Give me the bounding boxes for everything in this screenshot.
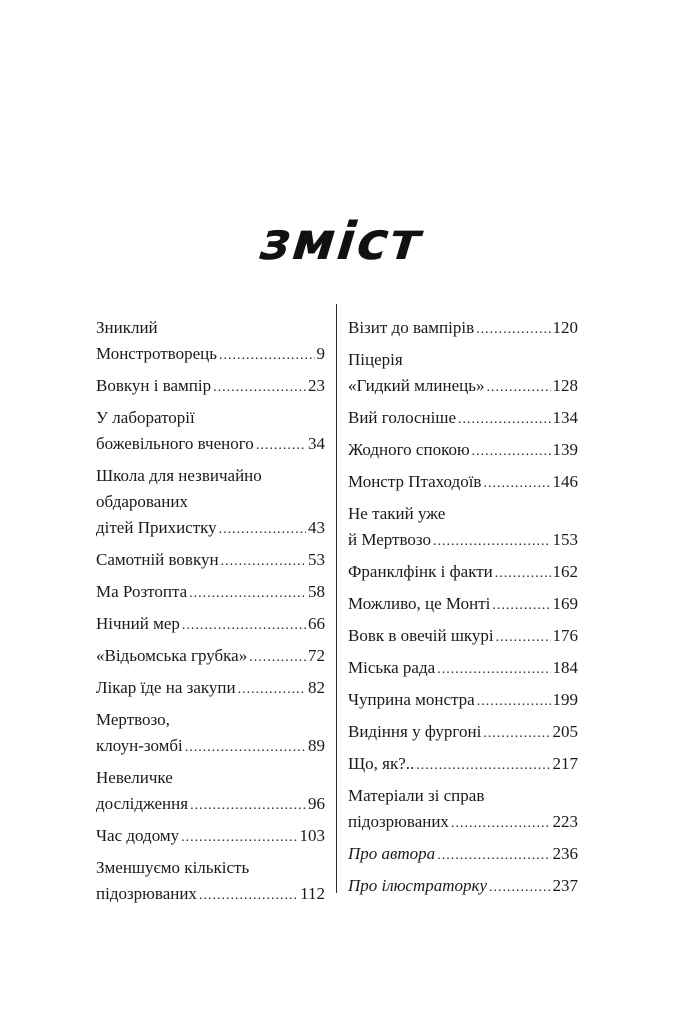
toc-entry-title-line: Мертвозо, <box>96 710 170 729</box>
toc-entry <box>96 643 325 671</box>
toc-entry-row <box>96 579 325 607</box>
toc-page-number: 146 <box>552 472 578 491</box>
toc-page-number: 120 <box>552 318 578 337</box>
toc-page-number: 236 <box>552 844 578 863</box>
toc-entry <box>348 751 578 779</box>
toc-page-number: 82 <box>308 678 325 697</box>
toc-entry-title-line: Візит до вампірів <box>348 318 475 337</box>
toc-page-number: 66 <box>308 614 325 633</box>
toc-entry-title-line: Жодного спокою <box>348 440 470 459</box>
dot-leader <box>189 581 306 607</box>
toc-entry-title-line: Монстр Птаходоїв <box>348 472 482 491</box>
toc-entry <box>348 501 578 555</box>
toc-entry-title-line: Не такий уже <box>348 504 446 523</box>
dot-leader <box>221 549 306 575</box>
toc-entry <box>348 873 578 901</box>
column-divider <box>336 304 337 893</box>
toc-entry-row <box>96 823 325 851</box>
toc-entry <box>348 437 578 465</box>
toc-entry <box>96 463 325 543</box>
dot-leader <box>182 613 306 639</box>
toc-page-number: 9 <box>316 344 325 363</box>
toc-entry-row <box>348 527 578 555</box>
dot-leader <box>437 657 550 683</box>
toc-entry-title-line: «Гидкий млинець» <box>348 376 485 395</box>
toc-entry-row <box>348 469 578 497</box>
toc-entry-row <box>348 873 578 901</box>
toc-entry-title-line: Вовкун і вампір <box>96 376 212 395</box>
toc-entry-title-line: Час додому <box>96 826 180 845</box>
toc-entry-row <box>96 515 325 543</box>
dot-leader <box>495 561 551 587</box>
toc-entry-title-line: Про ілюстраторку <box>348 876 488 895</box>
dot-leader <box>437 843 550 869</box>
toc-entry-title-line: Про автора <box>348 844 436 863</box>
toc-entry-title-line: У лабораторії <box>96 408 195 427</box>
toc-entry-row <box>348 315 578 343</box>
toc-page-number: 89 <box>308 736 325 755</box>
dot-leader <box>249 645 306 671</box>
toc-entry-row <box>348 437 578 465</box>
toc-entry <box>348 315 578 343</box>
dot-leader <box>483 471 550 497</box>
toc-page-number: 134 <box>552 408 578 427</box>
dot-leader <box>185 735 306 761</box>
toc-page-number: 237 <box>552 876 578 895</box>
toc-page-number: 205 <box>552 722 578 741</box>
dot-leader <box>219 343 315 369</box>
toc-entry <box>348 623 578 651</box>
toc-entry <box>96 855 325 909</box>
toc-page-number: 176 <box>552 626 578 645</box>
toc-entry <box>348 783 578 837</box>
toc-entry-title-line: Чуприна монстра <box>348 690 475 709</box>
toc-entry-row <box>348 591 578 619</box>
toc-entry-title-line: Школа для незвичайно <box>96 466 262 485</box>
toc-page-number: 34 <box>308 434 325 453</box>
dot-leader <box>486 375 550 401</box>
toc-entry-title-line: Піцерія <box>348 350 403 369</box>
toc-entry-title-line: Нічний мер <box>96 614 180 633</box>
toc-right-column <box>348 315 578 905</box>
dot-leader <box>238 677 306 703</box>
toc-entry-title-line: дослідження <box>96 794 189 813</box>
toc-entry <box>348 469 578 497</box>
toc-entry-row <box>348 623 578 651</box>
toc-entry-title-line: Вовк в овечій шкурі <box>348 626 494 645</box>
toc-entry-row <box>348 559 578 587</box>
toc-entry-row <box>348 655 578 683</box>
toc-page-number: 23 <box>308 376 325 395</box>
toc-entry-row <box>96 373 325 401</box>
dot-leader <box>181 825 297 851</box>
toc-entry-title-line: Вий голосніше <box>348 408 457 427</box>
toc-entry <box>96 611 325 639</box>
toc-entry <box>96 405 325 459</box>
toc-page-number: 58 <box>308 582 325 601</box>
toc-page-number: 223 <box>552 812 578 831</box>
toc-entry-row <box>348 405 578 433</box>
toc-entry-title-line: Ма Розтопта <box>96 582 188 601</box>
toc-entry <box>348 405 578 433</box>
toc-entry <box>96 373 325 401</box>
toc-entry-row <box>96 881 325 909</box>
toc-entry-row <box>348 719 578 747</box>
toc-entry <box>96 765 325 819</box>
dot-leader <box>496 625 551 651</box>
toc-page-number: 96 <box>308 794 325 813</box>
dot-leader <box>489 875 550 901</box>
toc-page-number: 103 <box>299 826 325 845</box>
toc-entry-row <box>96 611 325 639</box>
toc-entry-title-line: Монстротворець <box>96 344 217 363</box>
toc-entry-title-line: підозрюваних <box>348 812 449 831</box>
toc-entry-row <box>348 841 578 869</box>
toc-entry-title-line: Самотній вовкун <box>96 550 219 569</box>
toc-entry <box>348 559 578 587</box>
toc-entry-row <box>348 751 578 779</box>
dot-leader <box>213 375 306 401</box>
dot-leader <box>492 593 550 619</box>
toc-page-number: 199 <box>552 690 578 709</box>
toc-entry-title-line: Зменшуємо кількість <box>96 858 250 877</box>
toc-page-number: 112 <box>300 884 325 903</box>
dot-leader <box>219 517 306 543</box>
toc-entry <box>96 579 325 607</box>
toc-entry-row <box>348 687 578 715</box>
toc-entry-title-line: й Мертвозо <box>348 530 432 549</box>
toc-entry-title-line: «Відьомська грубка» <box>96 646 248 665</box>
toc-page-number: 169 <box>552 594 578 613</box>
toc-entry-row <box>348 373 578 401</box>
toc-entry-row <box>96 643 325 671</box>
toc-page-number: 217 <box>552 754 578 773</box>
toc-entry <box>348 591 578 619</box>
dot-leader <box>199 883 298 909</box>
toc-entry-title-line: Видіння у фургоні <box>348 722 482 741</box>
toc-entry-title-line: дітей Прихистку <box>96 518 217 537</box>
toc-page-number: 139 <box>552 440 578 459</box>
dot-leader <box>416 753 550 779</box>
toc-page-number: 162 <box>552 562 578 581</box>
toc-entry <box>348 841 578 869</box>
toc-entry <box>96 823 325 851</box>
toc-entry <box>96 707 325 761</box>
toc-page-number: 128 <box>552 376 578 395</box>
toc-entry-title-line: Можливо, це Монті <box>348 594 491 613</box>
toc-entry-row <box>96 341 325 369</box>
toc-entry-title-line: Лікар їде на закупи <box>96 678 236 697</box>
toc-entry-title-line: Невеличке <box>96 768 173 787</box>
toc-entry-title-line: божевільного вченого <box>96 434 254 453</box>
toc-entry-row <box>96 791 325 819</box>
toc-page-number: 184 <box>552 658 578 677</box>
toc-entry-row <box>348 809 578 837</box>
toc-entry-title-line: Що, як?.. <box>348 754 415 773</box>
page-title: зміст <box>257 212 426 272</box>
toc-entry <box>348 687 578 715</box>
toc-left-column <box>96 315 325 913</box>
toc-entry <box>96 547 325 575</box>
toc-entry <box>96 675 325 703</box>
toc-entry-title-line: Міська рада <box>348 658 436 677</box>
dot-leader <box>476 317 550 343</box>
toc-entry-row <box>96 675 325 703</box>
dot-leader <box>433 529 550 555</box>
dot-leader <box>451 811 551 837</box>
toc-entry-row <box>96 431 325 459</box>
toc-entry-title-line: підозрюваних <box>96 884 197 903</box>
toc-entry <box>348 655 578 683</box>
dot-leader <box>458 407 550 433</box>
dot-leader <box>483 721 550 747</box>
dot-leader <box>190 793 306 819</box>
toc-entry-title-line: клоун-зомбі <box>96 736 183 755</box>
toc-page-number: 72 <box>308 646 325 665</box>
toc-entry-title-line: Зниклий <box>96 318 158 337</box>
toc-page-number: 153 <box>552 530 578 549</box>
toc-entry-row <box>96 547 325 575</box>
toc-page-number: 53 <box>308 550 325 569</box>
toc-entry-row <box>96 733 325 761</box>
toc-page-number: 43 <box>308 518 325 537</box>
toc-entry <box>348 719 578 747</box>
toc-entry <box>96 315 325 369</box>
dot-leader <box>477 689 551 715</box>
dot-leader <box>256 433 306 459</box>
toc-entry-title-line: Франклфінк і факти <box>348 562 493 581</box>
toc-entry-title-line: обдарованих <box>96 492 188 511</box>
toc-entry <box>348 347 578 401</box>
dot-leader <box>472 439 551 465</box>
toc-entry-title-line: Матеріали зі справ <box>348 786 485 805</box>
